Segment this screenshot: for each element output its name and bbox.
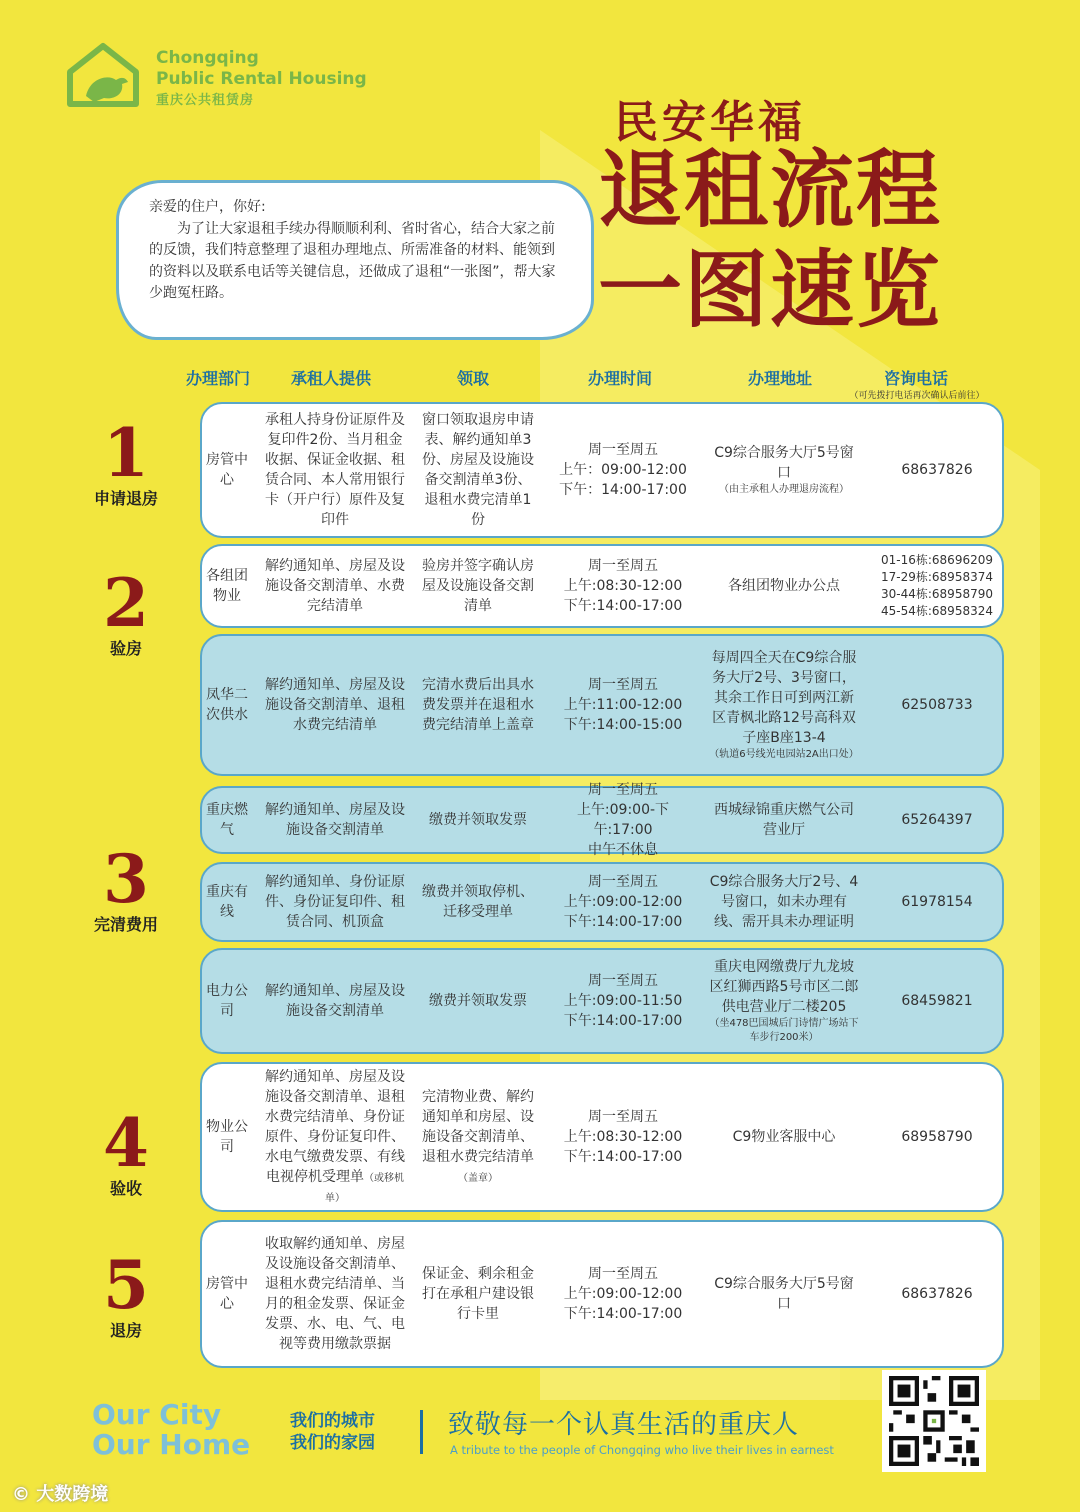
time-afternoon: 下午:14:00-17:00 [563, 1306, 683, 1322]
table-row-property [200, 1062, 1004, 1212]
time-morning: 上午:11:00-12:00 [563, 697, 683, 713]
row-time [552, 556, 694, 616]
step-number: 1 [103, 414, 149, 492]
step-4 [66, 1104, 186, 1199]
greeting-body: 为了让大家退租手续办得顺顺利利、省时省心，结合大家之前的反馈，我们特意整理了退租办理地点、所需准备的材料、能领到的资料以及联系电话等关键信息，还做成了退租“一张图”，帮大家少跑冤枉路。 [149, 220, 556, 301]
time-days: 周一至周五 [588, 442, 658, 458]
time-days: 周一至周五 [588, 677, 658, 693]
row-receive: 验房并签字确认房屋及设施设备交割清单 [422, 558, 534, 614]
step-label: 验房 [109, 639, 142, 658]
row-provide [260, 1067, 410, 1207]
time-days: 周一至周五 [588, 874, 658, 890]
house-bird-icon [64, 42, 142, 108]
address-text: 重庆电网缴费厅九龙坡区红狮西路5号市区二郎供电营业厅二楼205 [709, 959, 859, 1015]
phone-line: 30-44栋:68958790 [881, 587, 993, 601]
row-dept: 房管中心 [206, 452, 248, 488]
time-morning: 上午：09:00-12:00 [559, 462, 687, 478]
table-row-apply [200, 402, 1004, 538]
row-time [552, 1264, 694, 1324]
header-dept: 办理部门 [185, 369, 250, 388]
header-phone: 咨询电话 [883, 369, 948, 388]
time-days: 周一至周五 [588, 558, 658, 574]
row-phone: 62508733 [901, 697, 973, 713]
row-phone: 68459821 [901, 993, 973, 1009]
row-address: C9物业客服中心 [732, 1129, 836, 1145]
time-hours: 上午:09:00-下午:17:00 [576, 802, 670, 838]
header-receive: 领取 [456, 369, 489, 388]
footer-en-line-2: Our Home [92, 1428, 251, 1461]
row-phone: 68637826 [901, 1286, 973, 1302]
step-1 [66, 414, 186, 509]
qr-code-icon [888, 1376, 980, 1466]
time-morning: 上午:08:30-12:00 [563, 1129, 683, 1145]
title-subtitle: 民安华福 [614, 97, 806, 148]
row-receive: 完清水费后出具水费发票并在退租水费完结清单上盖章 [422, 677, 534, 733]
row-dept: 凤华二次供水 [206, 687, 248, 723]
address-text: C9综合服务大厅5号窗口 [714, 445, 854, 481]
row-address: 西城绿锦重庆燃气公司营业厅 [714, 802, 854, 838]
address-note: （由主承租人办理退房流程） [719, 484, 849, 495]
footer-slogan-en [92, 1400, 250, 1460]
brand-name-en-2: Public Rental Housing [156, 69, 367, 89]
brand-name-zh: 重庆公共租赁房 [156, 93, 255, 108]
greeting-bubble [116, 180, 594, 340]
row-provide: 解约通知单、房屋及设施设备交割清单 [265, 983, 405, 1019]
step-5 [66, 1246, 186, 1341]
footer-tribute: A tribute to the people of Chongqing who live their lives in earnest [450, 1443, 834, 1457]
row-address: C9综合服务大厅5号窗口 [714, 1276, 854, 1312]
footer-en-line-1: Our City [92, 1398, 222, 1431]
brand-name-en-1: Chongqing [156, 48, 259, 68]
time-afternoon: 下午:14:00-17:00 [563, 1013, 683, 1029]
phone-line: 17-29栋:68958374 [881, 570, 993, 584]
time-afternoon: 下午：14:00-17:00 [559, 482, 687, 498]
phone-line: 01-16栋:68696209 [881, 553, 993, 567]
phone-line: 45-54栋:68958324 [881, 604, 993, 618]
time-afternoon: 下午:14:00-17:00 [563, 914, 683, 930]
qr-code[interactable] [882, 1370, 986, 1472]
brand-logo [64, 42, 367, 111]
step-label: 申请退房 [93, 489, 158, 508]
address-text: 每周四全天在C9综合服务大厅2号、3号窗口，其余工作日可到两江新区青枫北路12号高科双子座B座13-4 [711, 650, 857, 746]
row-dept: 重庆燃气 [206, 802, 248, 838]
footer-zh-line-2: 我们的家园 [290, 1433, 375, 1453]
row-time [552, 440, 694, 500]
row-time [552, 872, 694, 932]
step-number: 3 [103, 840, 149, 918]
row-receive [418, 1087, 538, 1187]
header-address: 办理地址 [747, 369, 812, 388]
time-afternoon: 下午:14:00-17:00 [563, 1149, 683, 1165]
footer-divider [420, 1410, 423, 1454]
step-number: 5 [103, 1246, 149, 1324]
watermark-text: 大数跨境 [36, 1484, 109, 1505]
step-2 [66, 564, 186, 659]
time-afternoon: 下午:14:00-15:00 [563, 717, 683, 733]
row-dept: 物业公司 [206, 1119, 248, 1155]
row-dept: 重庆有线 [206, 884, 248, 920]
time-afternoon: 下午:14:00-17:00 [563, 598, 683, 614]
table-row-power [200, 948, 1004, 1054]
time-days: 周一至周五 [588, 782, 658, 798]
greeting-salutation: 亲爱的住户，你好: [149, 199, 266, 215]
row-provide: 解约通知单、房屋及设施设备交割清单、退租水费完结清单 [265, 677, 405, 733]
row-phone: 61978154 [901, 894, 973, 910]
table-row-cable [200, 862, 1004, 942]
row-address: C9综合服务大厅2号、4号窗口，如未办理有线、需开具未办理证明 [709, 874, 859, 930]
row-phone: 65264397 [901, 812, 973, 828]
row-receive: 缴费并领取发票 [429, 993, 527, 1009]
header-time: 办理时间 [587, 369, 652, 388]
row-provide: 解约通知单、身份证原件、身份证复印件、租赁合同、机顶盒 [265, 874, 405, 930]
header-provide: 承租人提供 [290, 369, 371, 388]
row-receive: 缴费并领取停机、迁移受理单 [422, 884, 534, 920]
row-receive: 窗口领取退房申请表、解约通知单3份、房屋及设施设备交割清单3份、退租水费完清单1份 [422, 412, 534, 528]
time-morning: 上午:09:00-12:00 [563, 894, 683, 910]
title-line-2: 一图速览 [598, 240, 943, 339]
row-time [552, 780, 694, 860]
row-dept: 房管中心 [206, 1276, 248, 1312]
row-address [704, 443, 864, 497]
time-days: 周一至周五 [588, 973, 658, 989]
step-number: 4 [103, 1104, 149, 1182]
table-row-checkout [200, 1220, 1004, 1368]
time-morning: 上午:09:00-12:00 [563, 1286, 683, 1302]
header-phone-note: （可先拨打电话再次确认后前往） [849, 391, 985, 401]
receive-note: （盖章） [458, 1173, 498, 1184]
footer-slogan-zh [290, 1410, 375, 1454]
table-row-inspection [200, 544, 1004, 628]
row-address [704, 957, 864, 1045]
step-label: 退房 [109, 1321, 142, 1340]
row-time [552, 675, 694, 735]
address-note: （坐478巴国城后门诗情广场站下车步行200米） [709, 1018, 859, 1043]
row-phone: 68958790 [901, 1129, 973, 1145]
row-provide: 解约通知单、房屋及设施设备交割清单、水费完结清单 [265, 558, 405, 614]
step-3 [66, 840, 186, 935]
row-time [552, 1107, 694, 1167]
row-receive: 缴费并领取发票 [429, 812, 527, 828]
footer-slogan: 致敬每一个认真生活的重庆人 [448, 1410, 800, 1440]
step-label: 验收 [109, 1179, 142, 1198]
time-morning: 上午:09:00-11:50 [563, 993, 683, 1009]
row-dept: 电力公司 [206, 983, 248, 1019]
footer-zh-line-1: 我们的城市 [290, 1411, 375, 1431]
page-title [598, 140, 942, 340]
provide-note: （或移机单） [325, 1173, 404, 1204]
address-note: （轨道6号线光电园站2A出口处） [709, 749, 859, 760]
row-provide: 收取解约通知单、房屋及设施设备交割清单、退租水费完结清单、当月的租金发票、保证金发票、水、电、气、电视等费用缴款票据 [265, 1236, 405, 1352]
step-number: 2 [103, 564, 149, 642]
watermark [12, 1480, 108, 1506]
row-receive: 保证金、剩余租金打在承租户建设银行卡里 [422, 1266, 534, 1322]
table-row-water [200, 634, 1004, 776]
row-phone: 68637826 [901, 462, 973, 478]
row-phone [872, 552, 1002, 620]
time-days: 周一至周五 [588, 1109, 658, 1125]
row-time [552, 971, 694, 1031]
time-days: 周一至周五 [588, 1266, 658, 1282]
row-address [704, 648, 864, 762]
provide-text: 解约通知单、房屋及设施设备交割清单、退租水费完结清单、身份证原件、身份证复印件、水电气缴费发票、有线电视停机受理单 [265, 1069, 405, 1185]
time-morning: 上午:08:30-12:00 [563, 578, 683, 594]
table-row-gas [200, 782, 1004, 858]
row-dept: 各组团物业 [206, 568, 248, 604]
title-line-1: 退租流程 [598, 140, 943, 239]
row-provide: 解约通知单、房屋及设施设备交割清单 [265, 802, 405, 838]
row-address: 各组团物业办公点 [728, 578, 840, 594]
row-provide: 承租人持身份证原件及复印件2份、当月租金收据、保证金收据、租赁合同、本人常用银行卡（开户行）原件及复印件 [265, 412, 405, 528]
step-label: 完清费用 [93, 915, 158, 934]
time-note: 中午不休息 [588, 842, 658, 858]
watermark-icon: © [12, 1484, 30, 1505]
receive-text: 完清物业费、解约通知单和房屋、设施设备交割清单、退租水费完结清单 [422, 1089, 534, 1165]
